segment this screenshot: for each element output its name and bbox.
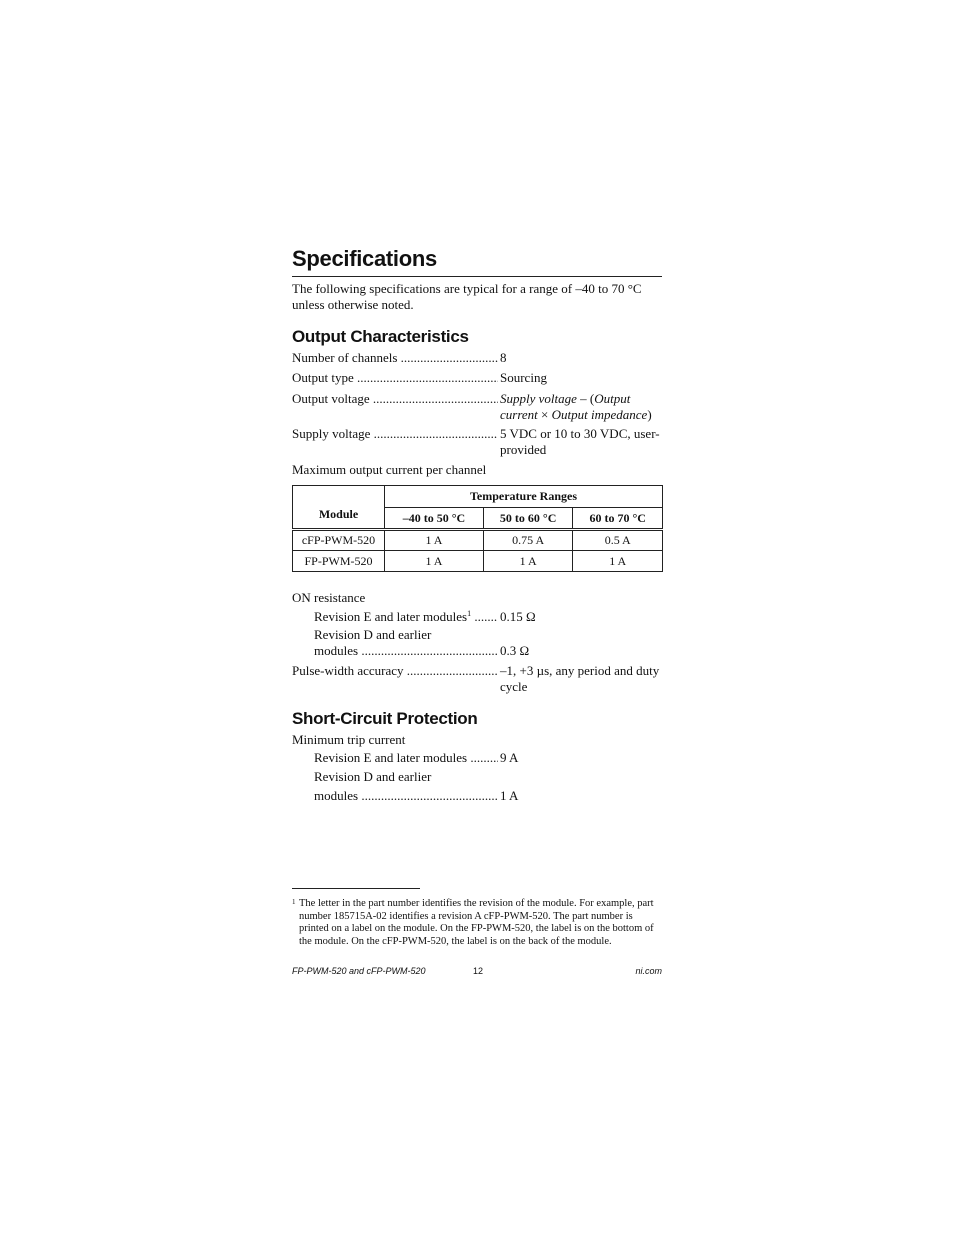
spec-value: 0.3 Ω: [500, 643, 530, 658]
footnote-text: The letter in the part number identifies the revision of the module. For example, part number 185715A-02 identifies a revision A cFP-PWM-520. The part number is printed on a label on the module. On the FP-PWM-520, the label is on the bottom of the module. On the cFP-PWM-520, the label is on the back of the module.: [299, 898, 654, 947]
spec-label: Revision E and later modules: [314, 750, 468, 765]
spec-value: 8: [500, 350, 507, 365]
spec-value: 0.15 Ω: [500, 609, 536, 624]
module-cell: FP-PWM-520: [293, 551, 385, 572]
output-characteristics-heading: Output Characteristics: [292, 327, 469, 346]
current-cell: 0.75 A: [483, 530, 573, 551]
spec-trip-rev-d: [292, 788, 662, 804]
max-current-table: [292, 485, 663, 572]
spec-label: Output type: [292, 370, 354, 385]
range-header: –40 to 50 °C: [385, 508, 484, 530]
min-trip-current-label: Minimum trip current: [292, 732, 406, 747]
spec-on-resistance-rev-d: [292, 643, 662, 659]
spec-label: Number of channels: [292, 350, 398, 365]
rev-d-label-line1: Revision D and earlier: [314, 627, 432, 642]
short-circuit-heading: Short-Circuit Protection: [292, 709, 478, 728]
spec-value: 5 VDC or 10 to 30 VDC, user-provided: [500, 426, 660, 457]
spec-value: 1 A: [500, 788, 519, 803]
current-cell: 0.5 A: [573, 530, 663, 551]
footnote-rule: [292, 888, 420, 889]
spec-label: modules: [314, 788, 359, 803]
intro-paragraph: The following specifications are typical for a range of –40 to 70 °C unless otherwise noted.: [292, 281, 642, 312]
max-current-label: Maximum output current per channel: [292, 462, 487, 477]
spec-label: Output voltage: [292, 391, 370, 406]
formula-term: Output current: [500, 391, 631, 422]
page-title: Specifications: [292, 246, 437, 271]
spec-value: –1, +3 µs, any period and duty cycle: [500, 663, 660, 694]
spec-supply-voltage: [292, 426, 662, 458]
current-cell: 1 A: [573, 551, 663, 572]
formula-term: Supply voltage: [500, 391, 577, 406]
rev-d-trip-line1: Revision D and earlier: [314, 769, 432, 784]
spec-label: Supply voltage: [292, 426, 371, 441]
spec-output-type: [292, 370, 662, 386]
footnote: [292, 898, 662, 948]
footnote-marker: 1: [467, 609, 472, 618]
footnote-number: 1: [292, 898, 296, 906]
formula-operator: – (: [576, 391, 595, 406]
table-header-row: [293, 486, 663, 508]
formula-operator: ×: [537, 407, 552, 422]
on-resistance-label: ON resistance: [292, 590, 366, 605]
spec-output-voltage: [292, 391, 662, 423]
current-cell: 1 A: [385, 551, 484, 572]
spec-value: Sourcing: [500, 370, 547, 385]
spec-trip-rev-e: [292, 750, 662, 766]
table-row: [293, 551, 663, 572]
range-header: 50 to 60 °C: [483, 508, 573, 530]
range-header: 60 to 70 °C: [573, 508, 663, 530]
spec-value: 9 A: [500, 750, 519, 765]
spec-label: Revision E and later modules: [314, 609, 468, 624]
spec-on-resistance-rev-e: [292, 609, 662, 625]
module-column-header: Module: [293, 486, 385, 530]
current-cell: 1 A: [483, 551, 573, 572]
title-rule: [292, 276, 662, 277]
spec-pulse-width-accuracy: [292, 663, 662, 695]
temperature-ranges-header: Temperature Ranges: [385, 486, 663, 508]
spec-value: [500, 391, 666, 423]
spec-label: Pulse-width accuracy: [292, 663, 404, 678]
footer-product-name: FP-PWM-520 and cFP-PWM-520: [292, 966, 426, 976]
footer-website: ni.com: [635, 966, 662, 976]
footer-page-number: 12: [473, 966, 484, 976]
spec-label: modules: [314, 643, 359, 658]
table-row: [293, 530, 663, 551]
formula-operator: ): [647, 407, 652, 422]
module-cell: cFP-PWM-520: [293, 530, 385, 551]
spec-number-of-channels: [292, 350, 662, 366]
formula-term: Output impedance: [551, 407, 648, 422]
current-cell: 1 A: [385, 530, 484, 551]
